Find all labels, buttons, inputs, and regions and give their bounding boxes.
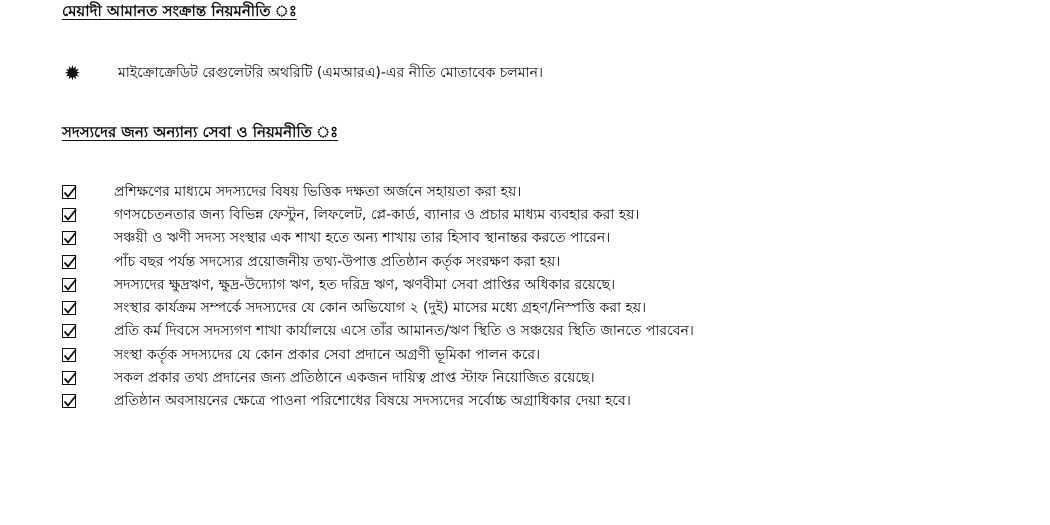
member-service-text: সকল প্রকার তথ্য প্রদানের জন্য প্রতিষ্ঠানে একজন দায়িত্ব প্রাপ্ত স্টাফ নিয়োজিত রয়েছে। [114,370,595,387]
member-service-item [62,203,694,226]
member-service-text: প্রতিষ্ঠান অবসায়নের ক্ষেত্রে পাওনা পরিশোধের বিষয়ে সদস্যদের সর্বোচ্চ অগ্রাধিকার দেয়া হবে। [114,393,631,410]
member-service-item [62,296,694,319]
member-service-item [62,366,694,389]
checked-box-icon [62,301,76,315]
member-service-text: সংস্থা কর্তৃক সদস্যদের যে কোন প্রকার সেবা প্রদানে অগ্রণী ভূমিকা পালন করে। [114,346,541,363]
checked-box-icon [62,324,76,338]
checked-box-icon [62,231,76,245]
member-service-text: পাঁচ বছর পর্যন্ত সদস্যের প্রয়োজনীয় তথ্য-উপাত্ত প্রতিষ্ঠান কর্তৃক সংরক্ষণ করা হয়। [114,253,561,270]
member-service-text: সদস্যদের ক্ষুদ্রঋণ, ক্ষুদ্র-উদ্যোগ ঋণ, হত দরিদ্র ঋণ, ঋণবীমা সেবা প্রাপ্তির অধিকার রয়েছে। [114,276,616,293]
member-services-list [62,180,694,413]
checked-box-icon [62,394,76,408]
member-service-text: প্রতি কর্ম দিবসে সদস্যগণ শাখা কার্যালয়ে এসে তাঁর আমানত/ঋণ স্থিতি ও সঞ্চয়ের স্থিতি জানতে পারবেন। [114,323,694,340]
checked-box-icon [62,185,76,199]
member-service-item [62,273,694,296]
member-service-item [62,227,694,250]
member-service-text: গণসচেতনতার জন্য বিভিন্ন ফেস্টুন, লিফলেট, প্লে-কার্ড, ব্যানার ও প্রচার মাধ্যম ব্যবহার করা হয়। [114,206,640,223]
term-deposit-policy-item [62,62,543,84]
term-deposit-policy-heading: মেয়াদী আমানত সংক্রান্ত নিয়মনীতি ঃ [62,2,297,20]
member-service-item [62,390,694,413]
member-services-heading: সদস্যদের জন্য অন্যান্য সেবা ও নিয়মনীতি ঃ [62,123,339,141]
member-service-item [62,250,694,273]
member-service-text: সঞ্চয়ী ও ঋণী সদস্য সংস্থার এক শাখা হতে অন্য শাখায় তার হিসাব স্থানান্তর করতে পারেন। [114,230,611,247]
checked-box-icon [62,348,76,362]
checked-box-icon [62,278,76,292]
star-bullet-icon: ✹ [64,61,81,85]
member-service-text: সংস্থার কার্যক্রম সম্পর্কে সদস্যদের যে কোন অভিযোগ ২ (দুই) মাসের মধ্যে গ্রহণ/নিস্পত্তি করা হয়। [114,300,647,317]
term-deposit-policy-text: মাইক্রোক্রেডিট রেগুলেটরি অথরিটি (এমআরএ)-এর নীতি মোতাবেক চলমান। [118,65,543,81]
checked-box-icon [62,371,76,385]
checked-box-icon [62,208,76,222]
checked-box-icon [62,255,76,269]
member-service-item [62,343,694,366]
member-service-text: প্রশিক্ষণের মাধ্যমে সদস্যদের বিষয় ভিত্তিক দক্ষতা অর্জনে সহায়তা করা হয়। [114,183,522,200]
member-service-item [62,320,694,343]
member-service-item [62,180,694,203]
